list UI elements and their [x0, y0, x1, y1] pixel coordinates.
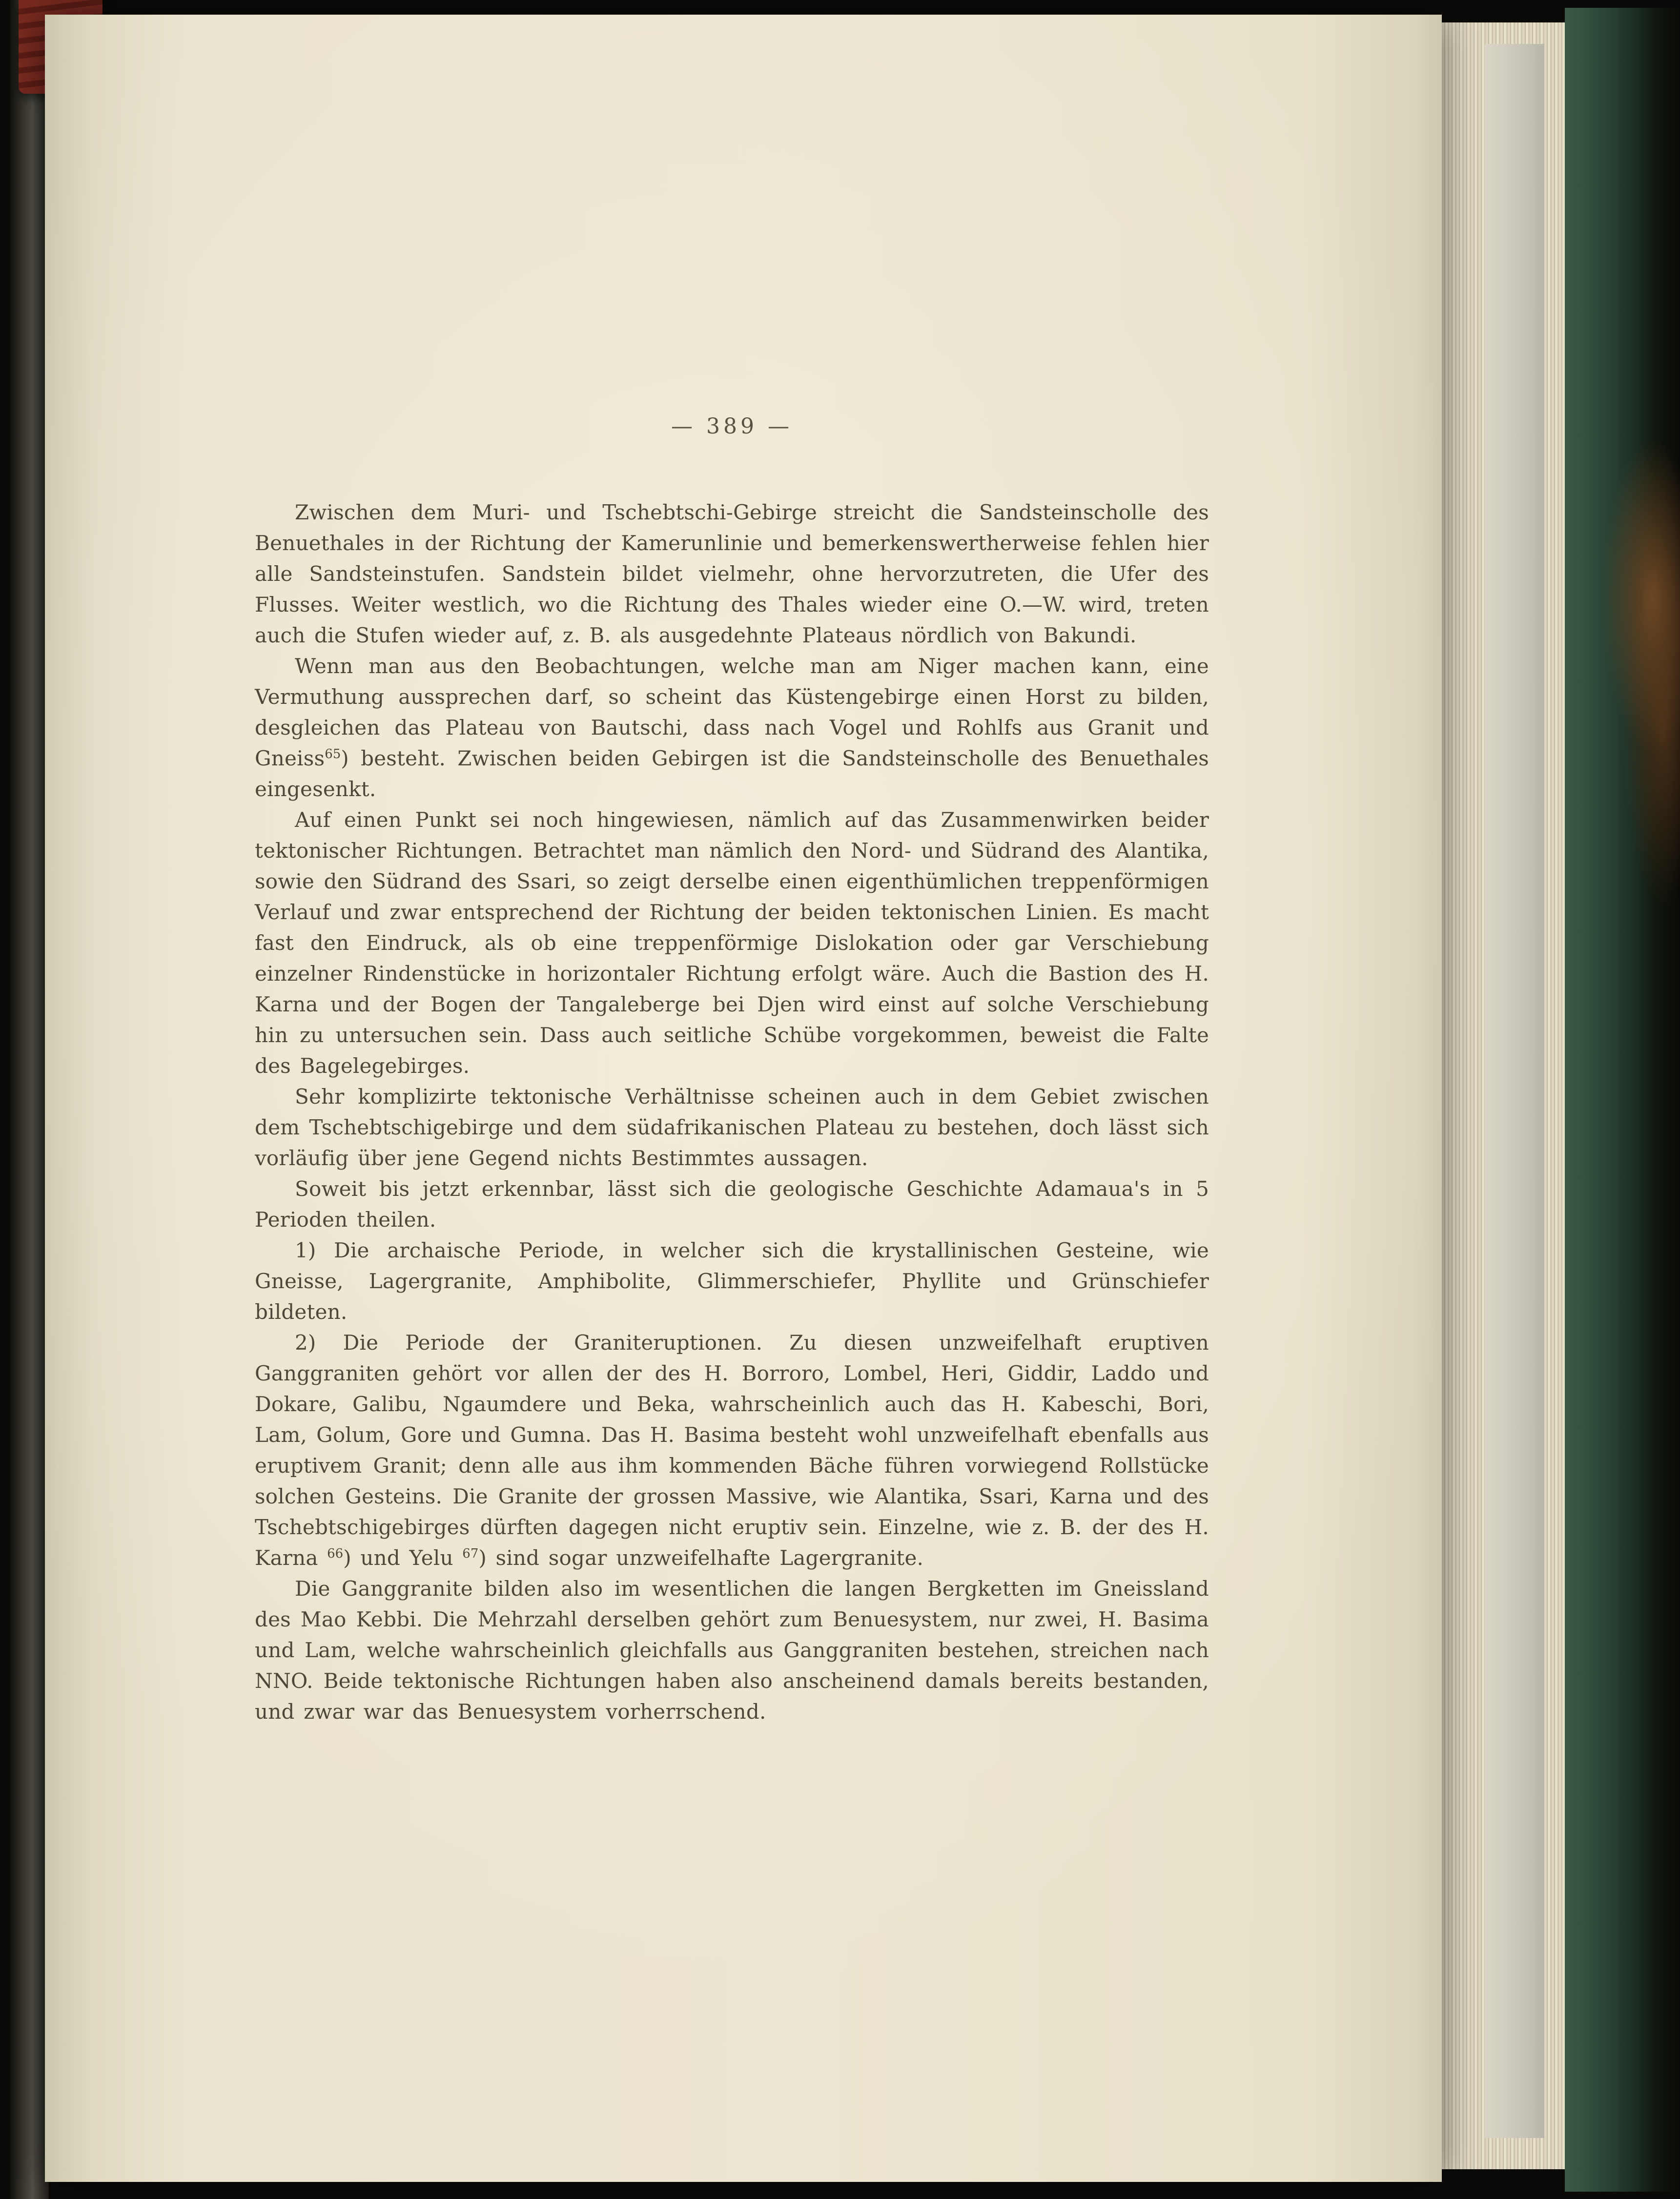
- paragraph: Soweit bis jetzt erkennbar, lässt sich die geologische Geschichte Adamaua's in 5 Perioden theilen.: [255, 1177, 1209, 1232]
- book-cover: [1565, 8, 1680, 2192]
- footnote-reference: 65: [325, 747, 341, 761]
- page-number: — 389 —: [671, 414, 793, 439]
- paragraph: Sehr komplizirte tektonische Verhältnisse scheinen auch in dem Gebiet zwischen dem Tschebtschigebirge und dem südafrikanischen Plateau zu bestehen, doch lässt sich vorläufig über jene Gegend nichts Bestimmtes aussagen.: [255, 1085, 1209, 1170]
- page-stack-edges: [1438, 22, 1566, 2169]
- paragraph: Wenn man aus den Beobachtungen, welche man am Niger machen kann, eine Vermuthung aussprechen darf, so scheint das Küstengebirge einen Horst zu bilden, desgleichen das Plateau von Bautschi, dass nach Vogel und Rohlfs aus Granit und Gneiss$^{65}$) besteht. Zwischen beiden Gebirgen ist die Sandsteinscholle des Benuethales eingesenkt.: [255, 654, 1209, 801]
- footnote-reference: 67: [462, 1546, 479, 1561]
- paragraph: Zwischen dem Muri- und Tschebtschi-Gebirge streicht die Sandsteinscholle des Benuethales in der Richtung der Kamerunlinie und bemerkenswertherweise fehlen hier alle Sandsteinstufen. Sandstein bildet vielmehr, ohne hervorzutreten, die Ufer des Flusses. Weiter westlich, wo die Richtung des Thales wieder eine O.—W. wird, treten auch die Stufen wieder auf, z. B. als ausgedehnte Plateaus nördlich von Bakundi.: [255, 500, 1209, 647]
- book-page: [45, 15, 1442, 2182]
- left-page-edge: [10, 0, 49, 2199]
- inner-leaf-edge: [1485, 44, 1544, 2138]
- footnote-reference: 66: [327, 1546, 344, 1561]
- paragraph: 1) Die archaische Periode, in welcher sich die krystallinischen Gesteine, wie Gneisse, Lagergranite, Amphibolite, Glimmerschiefer, Phyllite und Grünschiefer bildeten.: [255, 1238, 1209, 1324]
- text-block: [255, 497, 1209, 1727]
- paragraph: 2) Die Periode der Graniteruptionen. Zu diesen unzweifelhaft eruptiven Ganggraniten gehört vor allen der des H. Borroro, Lombel, Heri, Giddir, Laddo und Dokare, Galibu, Ngaumdere und Beka, wahrscheinlich auch das H. Kabeschi, Bori, Lam, Golum, Gore und Gumna. Das H. Basima besteht wohl unzweifelhaft ebenfalls aus eruptivem Granit; denn alle aus ihm kommenden Bäche führen vorwiegend Rollstücke solchen Gesteins. Die Granite der grossen Massive, wie Alantika, Ssari, Karna und des Tschebtschigebirges dürften dagegen nicht eruptiv sein. Einzelne, wie z. B. der des H. Karna $^{66}$) und Yelu $^{67}$) sind sogar unzweifelhafte Lagergranite.: [255, 1331, 1209, 1570]
- paragraph: Auf einen Punkt sei noch hingewiesen, nämlich auf das Zusammenwirken beider tektonischer Richtungen. Betrachtet man nämlich den Nord- und Südrand des Alantika, sowie den Südrand des Ssari, so zeigt derselbe einen eigenthümlichen treppenförmigen Verlauf und zwar entsprechend der Richtung der beiden tektonischen Linien. Es macht fast den Eindruck, als ob eine treppenförmige Dislokation oder gar Verschiebung einzelner Rindenstücke in horizontaler Richtung erfolgt wäre. Auch die Bastion des H. Karna und der Bogen der Tangaleberge bei Djen wird einst auf solche Verschiebung hin zu untersuchen sein. Dass auch seitliche Schübe vorgekommen, beweist die Falte des Bagelegebirges.: [255, 808, 1209, 1078]
- paragraph: Die Ganggranite bilden also im wesentlichen die langen Bergketten im Gneissland des Mao Kebbi. Die Mehrzahl derselben gehört zum Benuesystem, nur zwei, H. Basima und Lam, welche wahrscheinlich gleichfalls aus Ganggraniten bestehen, streichen nach NNO. Beide tektonische Richtungen haben also anscheinend damals bereits bestanden, und zwar war das Benuesystem vorherrschend.: [255, 1577, 1209, 1724]
